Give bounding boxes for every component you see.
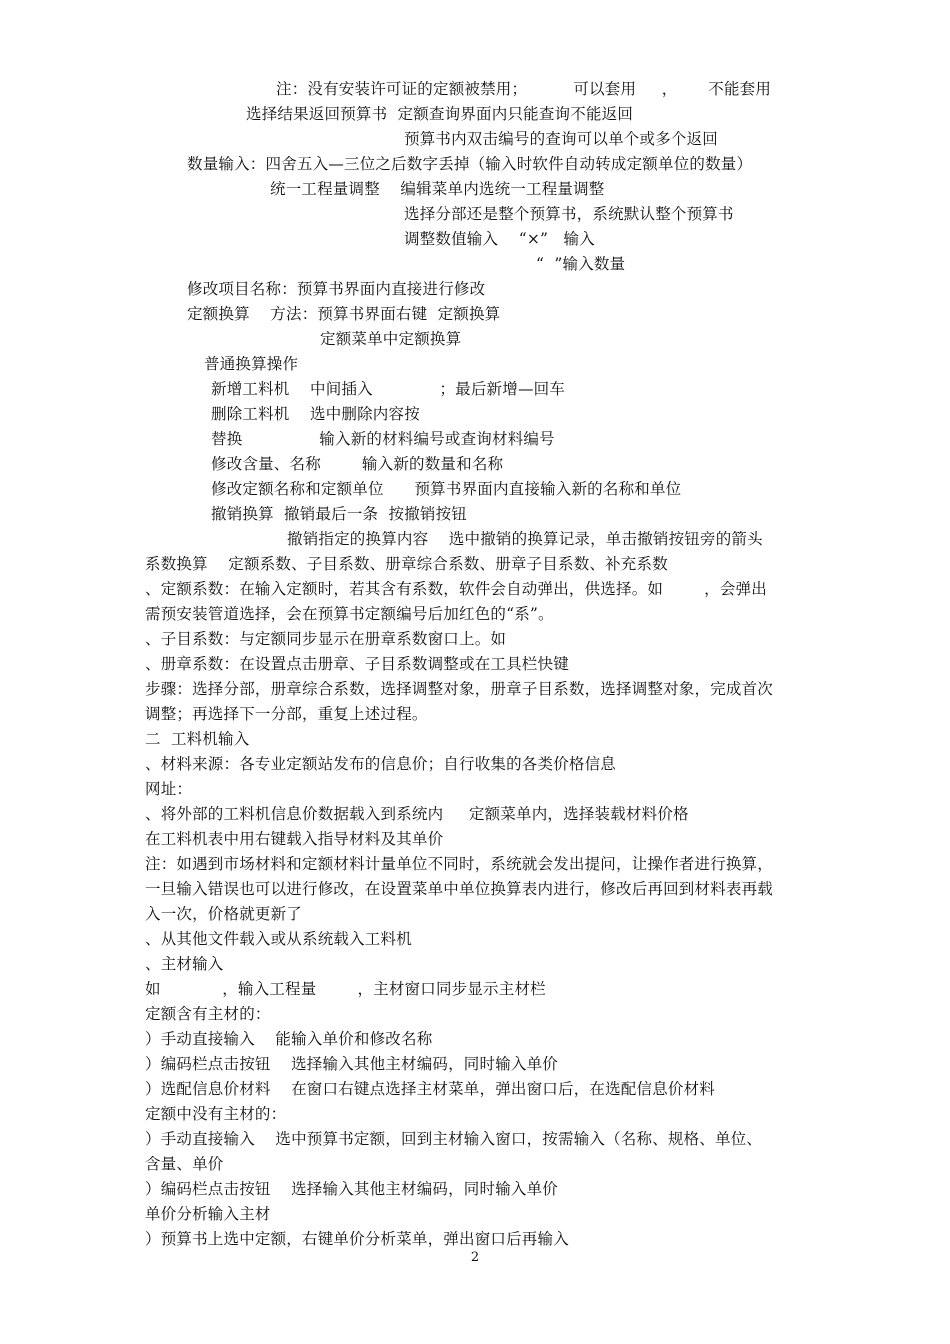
text-line: 、子目系数：与定额同步显示在册章系数窗口上。如: [145, 630, 507, 648]
text-line: 撤销换算 撤销最后一条 按撤销按钮: [211, 505, 468, 523]
text-line: ）手动直接输入 选中预算书定额，回到主材输入窗口，按需输入（名称、规格、单位、: [145, 1130, 763, 1148]
text-line: 调整数值输入 “×” 输入: [404, 230, 595, 248]
section-heading: 二 工料机输入: [145, 730, 250, 748]
text-line: 普通换算操作: [204, 355, 299, 373]
text-line: 删除工料机 选中删除内容按: [211, 405, 420, 423]
text-line: 、册章系数：在设置点击册章、子目系数调整或在工具栏快键: [145, 655, 569, 673]
text-line: 统一工程量调整 编辑菜单内选统一工程量调整: [270, 180, 605, 198]
text-line: 替换 输入新的材料编号或查询材料编号: [211, 430, 555, 448]
text-line: 系数换算 定额系数、子目系数、册章综合系数、册章子目系数、补充系数: [145, 555, 668, 573]
text-line: ）编码栏点击按钮 选择输入其他主材编码，同时输入单价: [145, 1180, 559, 1198]
text-line: 、主材输入: [145, 955, 224, 973]
text-line: 注：如遇到市场材料和定额材料计量单位不同时，系统就会发出提问，让操作者进行换算，: [145, 855, 774, 873]
text-line: “ ”输入数量: [536, 255, 626, 273]
text-line: 预算书内双击编号的查询可以单个或多个返回: [404, 130, 719, 148]
text-line: 注：没有安装许可证的定额被禁用； 可以套用 ， 不能套用: [276, 80, 772, 98]
text-line: 调整；再选择下一分部，重复上述过程。: [145, 705, 428, 723]
text-line: 定额菜单中定额换算: [320, 330, 462, 348]
text-line: 、定额系数：在输入定额时，若其含有系数，软件会自动弹出，供选择。如 ，会弹出: [145, 580, 767, 598]
text-line: 网址：: [145, 780, 193, 798]
text-line: 修改定额名称和定额单位 预算书界面内直接输入新的名称和单位: [211, 480, 682, 498]
text-line: 新增工料机 中间插入 ；最后新增—回车: [211, 380, 566, 398]
text-line: 定额含有主材的：: [145, 1005, 271, 1023]
text-line: ）手动直接输入 能输入单价和修改名称: [145, 1030, 433, 1048]
text-line: 单价分析输入主材: [145, 1205, 271, 1223]
text-line: 撤销指定的换算内容 选中撤销的换算记录，单击撤销按钮旁的箭头: [287, 530, 763, 548]
text-line: ）预算书上选中定额，右键单价分析菜单，弹出窗口后再输入: [145, 1230, 569, 1248]
text-line: 需预安装管道选择，会在预算书定额编号后加红色的“系”。: [145, 605, 554, 623]
text-line: 修改项目名称：预算书界面内直接进行修改: [187, 280, 486, 298]
text-line: 一旦输入错误也可以进行修改，在设置菜单中单位换算表内进行，修改后再回到材料表再载: [145, 880, 774, 898]
text-line: 定额换算 方法：预算书界面右键 定额换算: [187, 305, 501, 323]
text-line: 、将外部的工料机信息价数据载入到系统内 定额菜单内，选择装载材料价格: [145, 805, 689, 823]
text-line: 步骤：选择分部，册章综合系数，选择调整对象，册章子目系数，选择调整对象，完成首次: [145, 680, 774, 698]
text-line: 入一次，价格就更新了: [145, 905, 303, 923]
text-line: 数量输入：四舍五入—三位之后数字丢掉（输入时软件自动转成定额单位的数量）: [187, 155, 753, 173]
text-line: 修改含量、名称 输入新的数量和名称: [211, 455, 504, 473]
text-line: 含量、单价: [145, 1155, 224, 1173]
text-line: 在工料机表中用右键载入指导材料及其单价: [145, 830, 444, 848]
page-number: 2: [470, 1250, 480, 1265]
text-line: 选择分部还是整个预算书，系统默认整个预算书: [404, 205, 734, 223]
text-line: ）选配信息价材料 在窗口右键点选择主材菜单，弹出窗口后，在选配信息价材料: [145, 1080, 716, 1098]
text-line: 、从其他文件载入或从系统载入工料机: [145, 930, 412, 948]
text-line: 定额中没有主材的：: [145, 1105, 287, 1123]
text-line: 、材料来源：各专业定额站发布的信息价；自行收集的各类价格信息: [145, 755, 617, 773]
text-line: 选择结果返回预算书 定额查询界面内只能查询不能返回: [246, 105, 634, 123]
text-line: 如 ，输入工程量 ，主材窗口同步显示主材栏: [145, 980, 546, 998]
text-line: ）编码栏点击按钮 选择输入其他主材编码，同时输入单价: [145, 1055, 559, 1073]
